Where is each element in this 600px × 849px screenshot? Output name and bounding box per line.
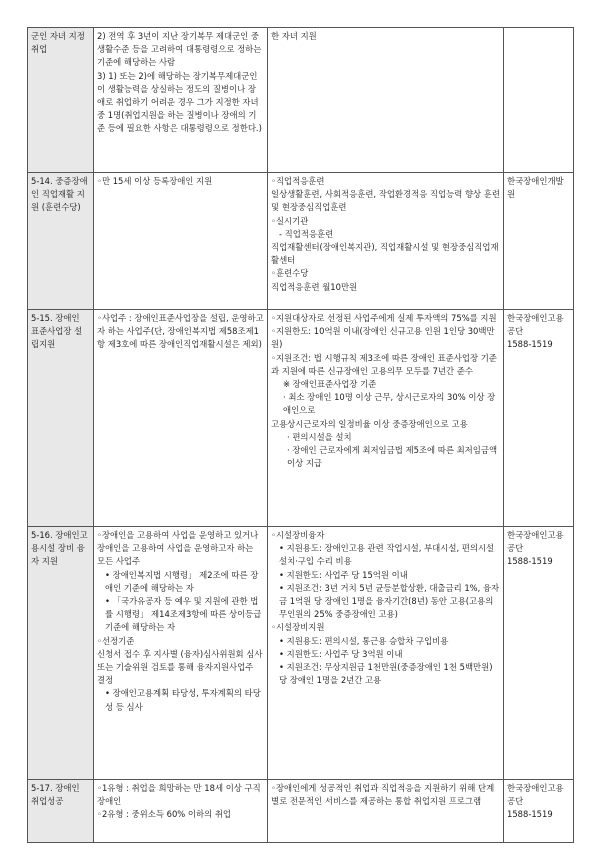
program-title: 5-14. 중증장애인 직업재활 지원 (훈련수당) bbox=[31, 176, 88, 213]
support-line: ◦직업적응훈련 bbox=[271, 176, 325, 186]
agency-phone: 1588-1519 bbox=[507, 339, 553, 350]
support-line: • 지원조건: 3년 거치 5년 균등분할상환, 대출금리 1%, 융자금 1억원 당 장애인 1명을 융자기간(8년) 동안 고용(고용의무인원의 25% 중증장애인 고용) bbox=[279, 582, 500, 620]
table-row bbox=[28, 310, 574, 527]
agency-phone: 1588-1519 bbox=[507, 809, 553, 820]
program-title: 5-17. 장애인 취업성공 bbox=[31, 783, 80, 807]
support-content-cell bbox=[268, 173, 504, 310]
support-line: ◦장애인에게 성공적인 취업과 직업적응을 지원하기 위해 단계별로 전문적인 서비스를 제공하는 통합 취업지원 프로그램 bbox=[271, 783, 495, 807]
program-title-cell bbox=[28, 780, 94, 843]
eligibility-line: 신청서 접수 후 지사별 (융자)심사위원회 심사 또는 기술위원 검토를 통해 융자지원사업주 결정 bbox=[97, 648, 263, 686]
agency-phone: 1588-1519 bbox=[507, 556, 553, 567]
eligibility-cell bbox=[94, 310, 268, 527]
eligibility-line: • 「국가유공자 등 예우 및 지원에 관한 법률 시행령」 제14조제3항에 따른 상이등급 기준에 해당하는 자 bbox=[105, 596, 262, 633]
program-title-cell bbox=[28, 173, 94, 310]
agency-name: 한국장애인개발원 bbox=[507, 176, 564, 200]
support-line: ◦지원대상자로 선정된 사업주에게 실제 투자액의 75%를 지원 bbox=[271, 313, 497, 323]
table-row bbox=[28, 28, 574, 173]
support-line: 고용상시근로자의 일정비율 이상 중증장애인으로 고용 bbox=[271, 418, 468, 429]
agency-name: 한국장애인고용공단 bbox=[507, 313, 564, 337]
program-title: 군인 자녀 지정 취업 bbox=[31, 31, 85, 55]
support-line: • 지원조건: 무상지원금 1천만원(중증장애인 1천 5백만원) 당 장애인 1명을 2년간 고용 bbox=[279, 662, 493, 686]
support-line: 한 자녀 지원 bbox=[271, 31, 317, 41]
support-line: • 지원한도: 사업주 당 15억원 이내 bbox=[279, 569, 408, 580]
eligibility-cell bbox=[94, 28, 268, 173]
eligibility-cell bbox=[94, 527, 268, 780]
support-line: ◦시설장비융자 bbox=[271, 530, 325, 540]
agency-name: 한국장애인고용공단 bbox=[507, 783, 564, 807]
agency-cell bbox=[504, 527, 574, 780]
agency-cell bbox=[504, 780, 574, 843]
program-title: 5-16. 장애인고용시설 장비 융자 지원 bbox=[31, 530, 88, 567]
eligibility-line: ◦만 15세 이상 등록장애인 지원 bbox=[97, 176, 213, 186]
eligibility-line: ◦사업주 : 장애인표준사업장을 설립, 운영하고자 하는 사업주(단, 장애인복지법 제58조제1항 제3호에 따른 장애인직업재활시설은 제외) bbox=[97, 313, 264, 350]
support-content-cell bbox=[268, 780, 504, 843]
support-line: ◦지원한도: 10억원 이내(장애인 신규고용 인원 1인당 30백만원) bbox=[271, 326, 495, 350]
program-title: 5-15. 장애인 표준사업장 설립지원 bbox=[31, 313, 83, 350]
eligibility-line: ◦2유형 : 중위소득 60% 이하의 취업 bbox=[97, 809, 232, 820]
support-program-table bbox=[27, 27, 574, 843]
support-line: · 장애인 근로자에게 최저임금법 제5조에 따른 최저임금액 이상 지급 bbox=[287, 445, 498, 469]
support-line: • 지원용도: 편의시설, 통근용 승합차 구입비용 bbox=[279, 635, 449, 646]
support-line: • 지원용도: 장애인고용 관련 작업시설, 부대시설, 편의시설 설치·구입 수리 비용 bbox=[279, 543, 495, 567]
support-content-cell bbox=[268, 310, 504, 527]
agency-name: 한국장애인고용공단 bbox=[507, 530, 564, 554]
support-line: ◦훈련수당 bbox=[271, 268, 309, 279]
eligibility-line: • 장애인고용계획 타당성, 투자계획의 타당성 등 심사 bbox=[105, 688, 261, 712]
support-line: ◦시설장비지원 bbox=[271, 622, 325, 633]
support-content-cell bbox=[268, 527, 504, 780]
agency-cell bbox=[504, 173, 574, 310]
eligibility-line: 2) 전역 후 3년이 지난 장기복무 제대군인 중 생활수준 등을 고려하여 대통령령으로 정하는 기준에 해당하는 사람 bbox=[97, 31, 262, 68]
table-row bbox=[28, 173, 574, 310]
eligibility-cell bbox=[94, 780, 268, 843]
support-line: ※ 장애인표준사업장 기준 bbox=[283, 379, 377, 390]
table-row bbox=[28, 527, 574, 780]
eligibility-line: 3) 1) 또는 2)에 해당하는 장기복무제대군인이 생활능력을 상실하는 정도의 질병이나 장애로 취업하기 어려운 경우 그가 지정한 자녀 중 1명(취업지원을 하는 질병이나 장애의 기준 등에 필요한 사항은 대통령령으로 정한다.) bbox=[97, 70, 262, 134]
table-row bbox=[28, 780, 574, 843]
agency-cell bbox=[504, 28, 574, 173]
support-line: ◦지원조건: 법 시행규칙 제3조에 따른 장애인 표준사업장 기준과 지원에 따른 신규장애인 고용의무 모두를 7년간 준수 bbox=[271, 352, 497, 376]
support-line: - 직업적응훈련 bbox=[279, 228, 334, 239]
support-content-cell bbox=[268, 28, 504, 173]
support-line: · 최소 장애인 10명 이상 근무, 상시근로자의 30% 이상 장애인으로 bbox=[283, 392, 496, 416]
eligibility-line: ◦선정기준 bbox=[97, 635, 135, 646]
support-line: 일상생활훈련, 사회적응훈련, 작업환경적응 직업능력 향상 훈련 및 현장중심직업훈련 bbox=[271, 189, 500, 213]
support-line: 직업재활센터(장애인복지관), 직업재활시설 및 현장중심직업재활센터 bbox=[271, 242, 499, 266]
program-title-cell bbox=[28, 527, 94, 780]
program-title-cell bbox=[28, 28, 94, 173]
agency-cell bbox=[504, 310, 574, 527]
eligibility-line: ◦장애인을 고용하여 사업을 운영하고 있거나 장애인을 고용하여 사업을 운영하고자 하는 모든 사업주 bbox=[97, 530, 259, 567]
support-line: 직업적응훈련 월10만원 bbox=[271, 281, 358, 292]
program-title-cell bbox=[28, 310, 94, 527]
eligibility-line: • 장애인복지법 시행령」 제2조에 따른 장애인 기준에 해당하는 자 bbox=[105, 569, 259, 593]
document-page bbox=[27, 27, 573, 843]
support-line: ◦실시기관 bbox=[271, 215, 309, 226]
eligibility-line: ◦1유형 : 취업을 희망하는 만 18세 이상 구직 장애인 bbox=[97, 783, 261, 807]
eligibility-cell bbox=[94, 173, 268, 310]
support-line: • 지원한도: 사업주 당 3억원 이내 bbox=[279, 648, 403, 659]
support-line: · 편의시설을 설치 bbox=[287, 431, 352, 442]
